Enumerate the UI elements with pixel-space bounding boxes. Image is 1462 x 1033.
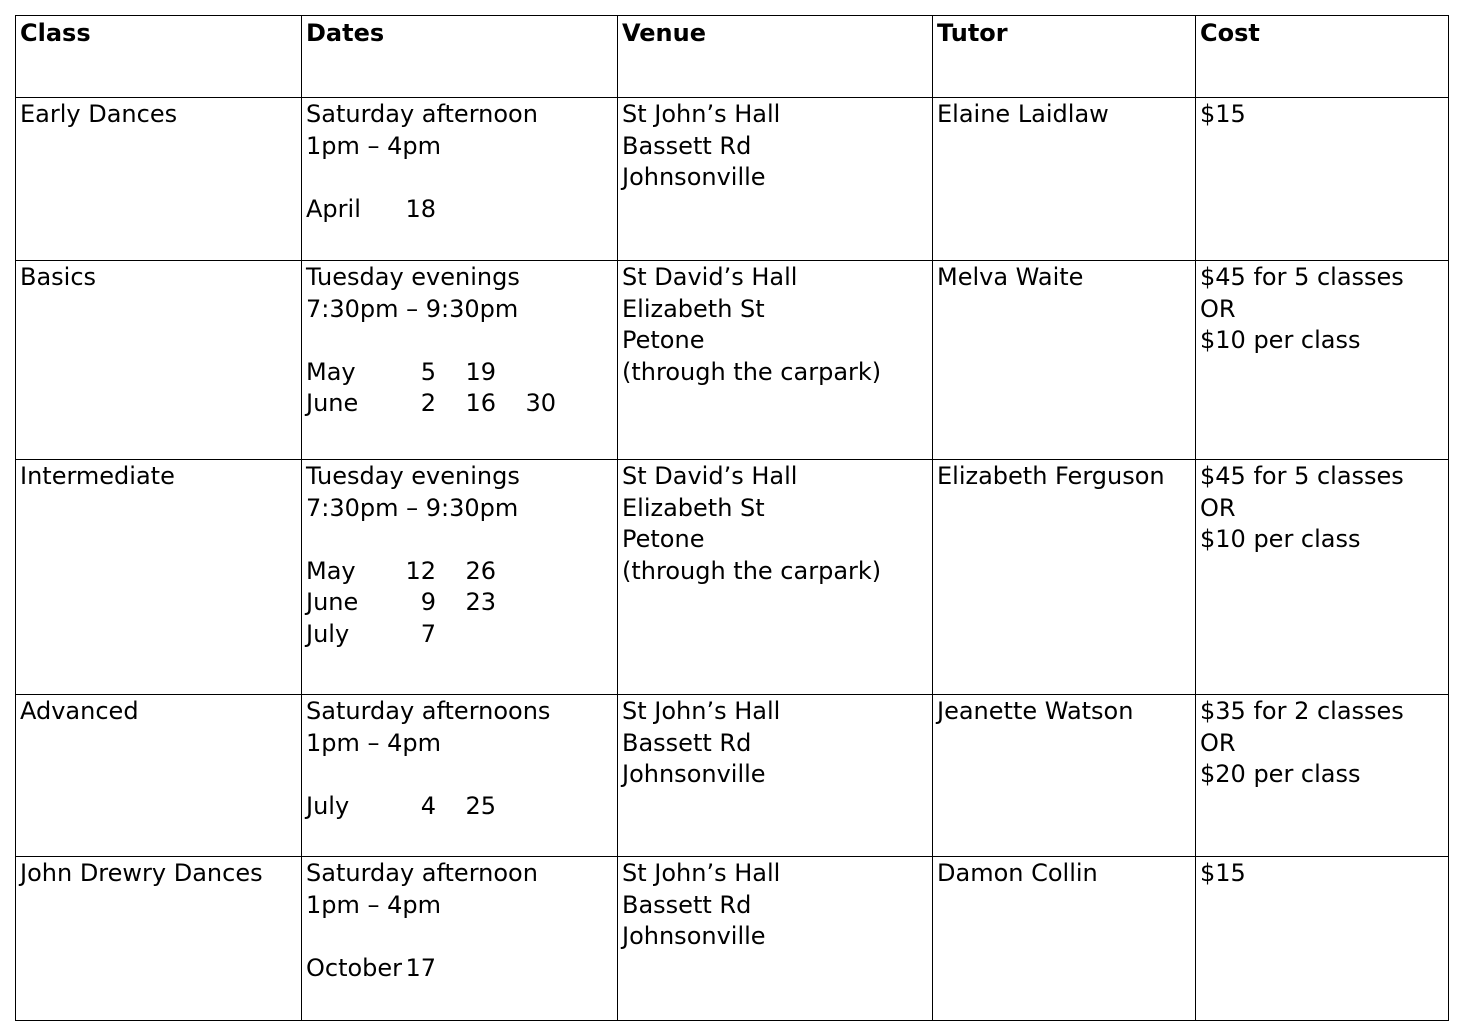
month-label: July: [306, 619, 350, 648]
month-dates-line: [306, 587, 613, 619]
cost-line: $15: [1200, 100, 1246, 128]
day-number: 17: [405, 953, 436, 982]
table-row: [16, 98, 1449, 261]
venue-line: (through the carpark): [622, 556, 882, 585]
venue-line: St John’s Hall: [622, 859, 781, 887]
class-name-cell: Intermediate: [16, 460, 302, 695]
month-dates-line: [306, 791, 613, 823]
class-name-cell: Basics: [16, 261, 302, 460]
day-number: 7: [420, 619, 436, 648]
cost-cell: [1196, 695, 1449, 857]
month-label: June: [306, 588, 359, 616]
cost-line: $15: [1200, 859, 1246, 887]
cost-line: $20 per class: [1200, 760, 1361, 788]
month-dates-line: [306, 388, 613, 420]
cost-line: $45 for 5 classes: [1200, 462, 1404, 490]
day-number: 18: [405, 194, 436, 223]
dates-time-label: 1pm – 4pm: [306, 131, 442, 160]
class-schedule-table: [15, 15, 1449, 1021]
venue-line: Bassett Rd: [622, 728, 752, 757]
month-dates-line: [306, 953, 613, 985]
header-venue: Venue: [618, 16, 933, 98]
venue-line: Petone: [622, 525, 705, 553]
cost-cell: [1196, 261, 1449, 460]
venue-line: Elizabeth St: [622, 493, 765, 522]
dates-day-label: Tuesday evenings: [306, 462, 520, 490]
dates-spacer: [306, 162, 613, 194]
tutor-cell: Melva Waite: [933, 261, 1196, 460]
header-row: [16, 16, 1449, 98]
venue-cell: [618, 98, 933, 261]
venue-line: Johnsonville: [622, 922, 766, 950]
dates-day-label: Saturday afternoon: [306, 859, 538, 887]
month-label: May: [306, 556, 356, 585]
dates-time-label: 1pm – 4pm: [306, 890, 442, 919]
day-number: 4: [420, 791, 436, 820]
day-number: 30: [525, 389, 556, 417]
cost-line: $10 per class: [1200, 525, 1361, 553]
venue-line: St David’s Hall: [622, 462, 798, 490]
venue-line: Bassett Rd: [622, 890, 752, 919]
dates-spacer: [306, 524, 613, 556]
tutor-cell: Damon Collin: [933, 857, 1196, 1021]
venue-line: St David’s Hall: [622, 263, 798, 291]
cost-cell: [1196, 98, 1449, 261]
month-label: October: [306, 953, 403, 982]
header-class: Class: [16, 16, 302, 98]
venue-line: Elizabeth St: [622, 294, 765, 323]
dates-day-label: Tuesday evenings: [306, 263, 520, 291]
venue-line: Bassett Rd: [622, 131, 752, 160]
venue-cell: [618, 261, 933, 460]
day-number: 25: [465, 791, 496, 820]
day-number: 9: [420, 588, 436, 616]
day-number: 26: [465, 556, 496, 585]
month-label: April: [306, 194, 361, 223]
month-label: July: [306, 791, 350, 820]
table-row: [16, 460, 1449, 695]
dates-day-label: Saturday afternoons: [306, 697, 551, 725]
cost-line: $35 for 2 classes: [1200, 697, 1404, 725]
day-number: 5: [420, 357, 436, 386]
table-row: [16, 857, 1449, 1021]
header-dates: Dates: [302, 16, 618, 98]
month-dates-line: [306, 619, 613, 651]
cost-line: OR: [1200, 493, 1236, 522]
month-dates-line: [306, 194, 613, 226]
cost-cell: [1196, 460, 1449, 695]
dates-cell: [302, 98, 618, 261]
day-number: 12: [405, 556, 436, 585]
tutor-cell: Elaine Laidlaw: [933, 98, 1196, 261]
cost-line: OR: [1200, 728, 1236, 757]
venue-line: Petone: [622, 326, 705, 354]
tutor-cell: Elizabeth Ferguson: [933, 460, 1196, 695]
dates-spacer: [306, 325, 613, 357]
venue-cell: [618, 857, 933, 1021]
venue-line: St John’s Hall: [622, 100, 781, 128]
dates-time-label: 7:30pm – 9:30pm: [306, 294, 519, 323]
month-label: June: [306, 389, 359, 417]
venue-line: Johnsonville: [622, 163, 766, 191]
table-row: [16, 261, 1449, 460]
dates-cell: [302, 695, 618, 857]
venue-cell: [618, 460, 933, 695]
table-row: [16, 695, 1449, 857]
dates-spacer: [306, 921, 613, 953]
day-number: 2: [420, 389, 436, 417]
month-label: May: [306, 357, 356, 386]
dates-time-label: 7:30pm – 9:30pm: [306, 493, 519, 522]
dates-cell: [302, 857, 618, 1021]
cost-line: $45 for 5 classes: [1200, 263, 1404, 291]
dates-cell: [302, 261, 618, 460]
venue-cell: [618, 695, 933, 857]
dates-time-label: 1pm – 4pm: [306, 728, 442, 757]
dates-day-label: Saturday afternoon: [306, 100, 538, 128]
cost-cell: [1196, 857, 1449, 1021]
month-dates-line: [306, 556, 613, 588]
dates-cell: [302, 460, 618, 695]
tutor-cell: Jeanette Watson: [933, 695, 1196, 857]
day-number: 19: [465, 357, 496, 386]
month-dates-line: [306, 357, 613, 389]
venue-line: St John’s Hall: [622, 697, 781, 725]
schedule-rows: [16, 98, 1449, 1021]
header-tutor: Tutor: [933, 16, 1196, 98]
cost-line: OR: [1200, 294, 1236, 323]
dates-spacer: [306, 759, 613, 791]
class-name-cell: Advanced: [16, 695, 302, 857]
cost-line: $10 per class: [1200, 326, 1361, 354]
class-name-cell: Early Dances: [16, 98, 302, 261]
venue-line: Johnsonville: [622, 760, 766, 788]
day-number: 16: [465, 389, 496, 417]
venue-line: (through the carpark): [622, 357, 882, 386]
header-cost: Cost: [1196, 16, 1449, 98]
day-number: 23: [465, 588, 496, 616]
class-name-cell: John Drewry Dances: [16, 857, 302, 1021]
